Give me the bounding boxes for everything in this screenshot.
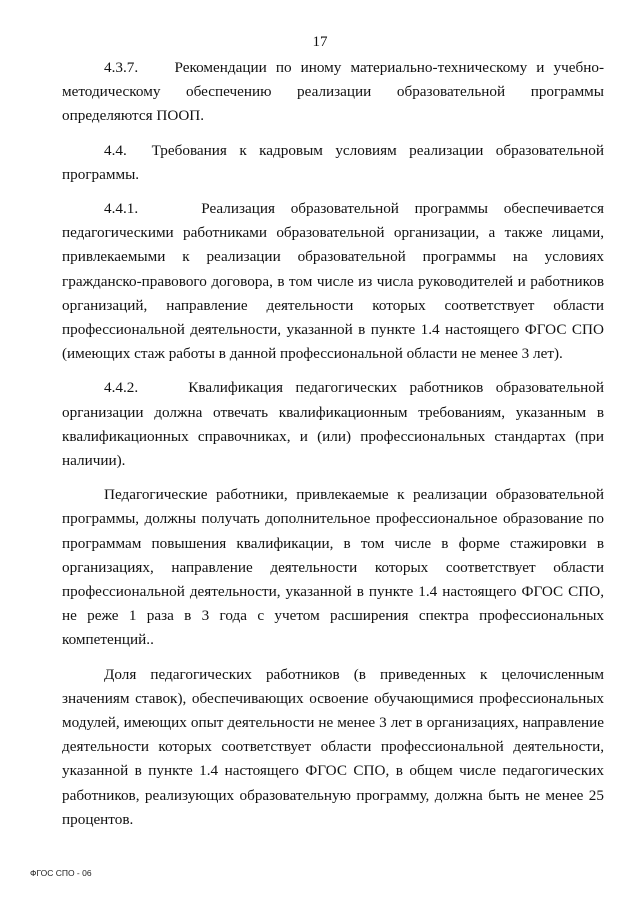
paragraph-4-4-1: 4.4.1. Реализация образовательной программы обеспечивается педагогическими работниками образовательной организации, а также лицами, привлекаемыми к реализации образовательной программы на условиях гражданско-правового договора, в том числе из числа руководителей и работников организаций, направление деятельности которых соответствует области профессиональной деятельности, указанной в пункте 1.4 настоящего ФГОС СПО (имеющих стаж работы в данной профессиональной области не менее 3 лет).	[62, 200, 604, 363]
paragraph-4-3-7: 4.3.7. Рекомендации по иному материально-техническому и учебно-методическому обеспечению реализации образовательной программы определяются ПООП.	[62, 59, 604, 125]
document-footer: ФГОС СПО - 06	[30, 868, 92, 878]
paragraph-4-4-2: 4.4.2. Квалификация педагогических работников образовательной организации должна отвечать квалификационным требованиям, указанным в квалификационных справочниках, и (или) профессиональных стандартах (при наличии).	[62, 379, 604, 470]
paragraph-4-4: 4.4. Требования к кадровым условиям реализации образовательной программы.	[62, 141, 604, 183]
paragraph-teacher-share: Доля педагогических работников (в приведенных к целочисленным значениям ставок), обеспечивающих освоение обучающимися профессиональных модулей, имеющих опыт деятельности не менее 3 лет в организациях, направление деятельности которых соответствует области профессиональной деятельности, указанной в пункте 1.4 настоящего ФГОС СПО, в общем числе педагогических работников, реализующих образовательную программу, должна быть не менее 25 процентов.	[62, 665, 604, 828]
paragraph-teacher-training: Педагогические работники, привлекаемые к реализации образовательной программы, должны получать дополнительное профессиональное образование по программам повышения квалификации, в том числе в форме стажировки в организациях, направление деятельности которых соответствует области профессиональной деятельности, указанной в пункте 1.4 настоящего ФГОС СПО, не реже 1 раза в 3 года с учетом расширения спектра профессиональных компетенций..	[62, 486, 604, 649]
document-body	[62, 56, 604, 832]
page-number: 17	[312, 34, 328, 50]
